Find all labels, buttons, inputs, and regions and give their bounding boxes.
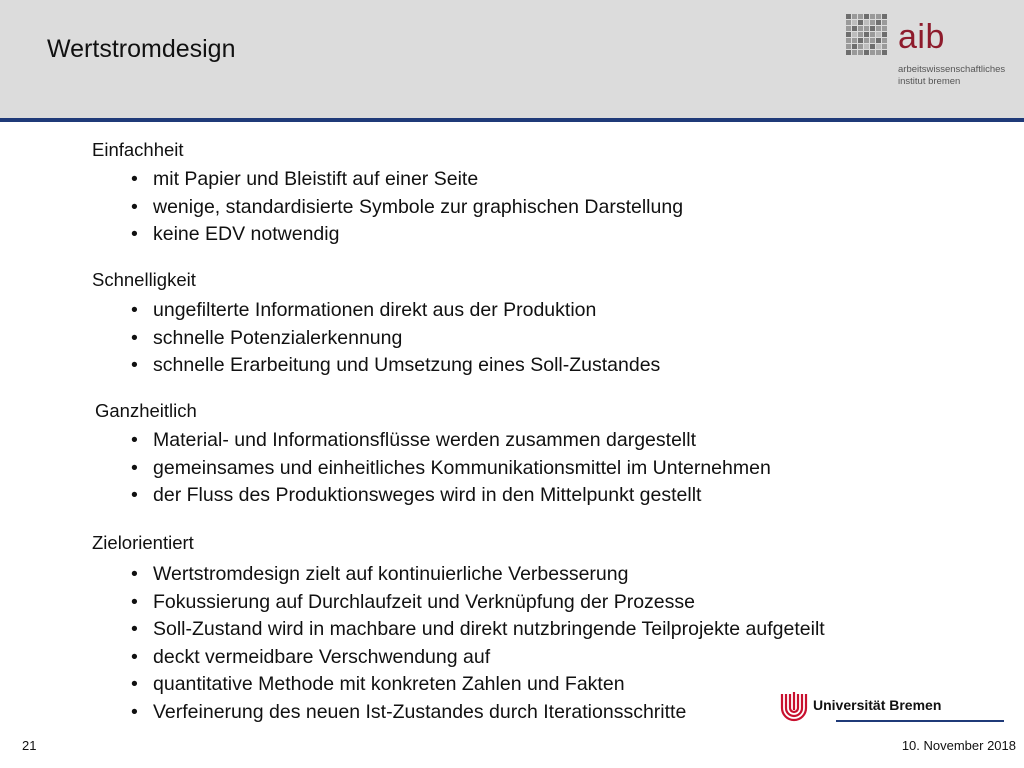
list-item: • Soll-Zustand wird in machbare und direkt nutzbringende Teilprojekte aufgeteilt <box>131 616 825 644</box>
section-heading-einfachheit: Einfachheit <box>92 139 184 160</box>
aib-logo-grid-icon <box>846 14 888 58</box>
list-item: • Verfeinerung des neuen Ist-Zustandes durch Iterationsschritte <box>131 699 825 727</box>
bullet-list-einfachheit <box>131 166 683 249</box>
slide-header <box>0 0 1024 118</box>
section-heading-ganzheitlich: Ganzheitlich <box>95 400 197 421</box>
list-item: • ungefilterte Informationen direkt aus der Produktion <box>131 297 660 325</box>
list-item: • der Fluss des Produktionsweges wird in den Mittelpunkt gestellt <box>131 482 771 510</box>
aib-logo-name: aib <box>898 18 945 56</box>
list-item: • gemeinsames und einheitliches Kommunikationsmittel im Unternehmen <box>131 455 771 483</box>
list-item: • keine EDV notwendig <box>131 221 683 249</box>
list-item: • mit Papier und Bleistift auf einer Seite <box>131 166 683 194</box>
section-heading-zielorientiert: Zielorientiert <box>92 532 194 553</box>
bullet-list-schnelligkeit <box>131 297 660 380</box>
university-underline <box>836 720 1004 722</box>
slide-title: Wertstromdesign <box>47 35 236 63</box>
list-item: • schnelle Potenzialerkennung <box>131 325 660 353</box>
list-item: • Material- und Informationsflüsse werden zusammen dargestellt <box>131 427 771 455</box>
list-item: • Wertstromdesign zielt auf kontinuierliche Verbesserung <box>131 561 825 589</box>
aib-logo-subtitle <box>898 64 1005 88</box>
bullet-list-ganzheitlich <box>131 427 771 510</box>
list-item: • wenige, standardisierte Symbole zur graphischen Darstellung <box>131 194 683 222</box>
list-item: • schnelle Erarbeitung und Umsetzung eines Soll-Zustandes <box>131 352 660 380</box>
footer-date: 10. November 2018 <box>901 738 1016 753</box>
page-number: 21 <box>22 738 37 753</box>
bullet-list-zielorientiert <box>131 561 825 726</box>
section-heading-schnelligkeit: Schnelligkeit <box>92 269 196 290</box>
aib-logo-subtitle-line2: institut bremen <box>898 76 961 87</box>
list-item: • Fokussierung auf Durchlaufzeit und Verknüpfung der Prozesse <box>131 589 825 617</box>
university-bremen-logo-icon <box>778 690 810 722</box>
list-item: • deckt vermeidbare Verschwendung auf <box>131 644 825 672</box>
header-divider <box>0 118 1024 122</box>
aib-logo-subtitle-line1: arbeitswissenschaftliches <box>898 64 1006 75</box>
list-item: • quantitative Methode mit konkreten Zahlen und Fakten <box>131 671 825 699</box>
university-name: Universität Bremen <box>813 697 942 713</box>
